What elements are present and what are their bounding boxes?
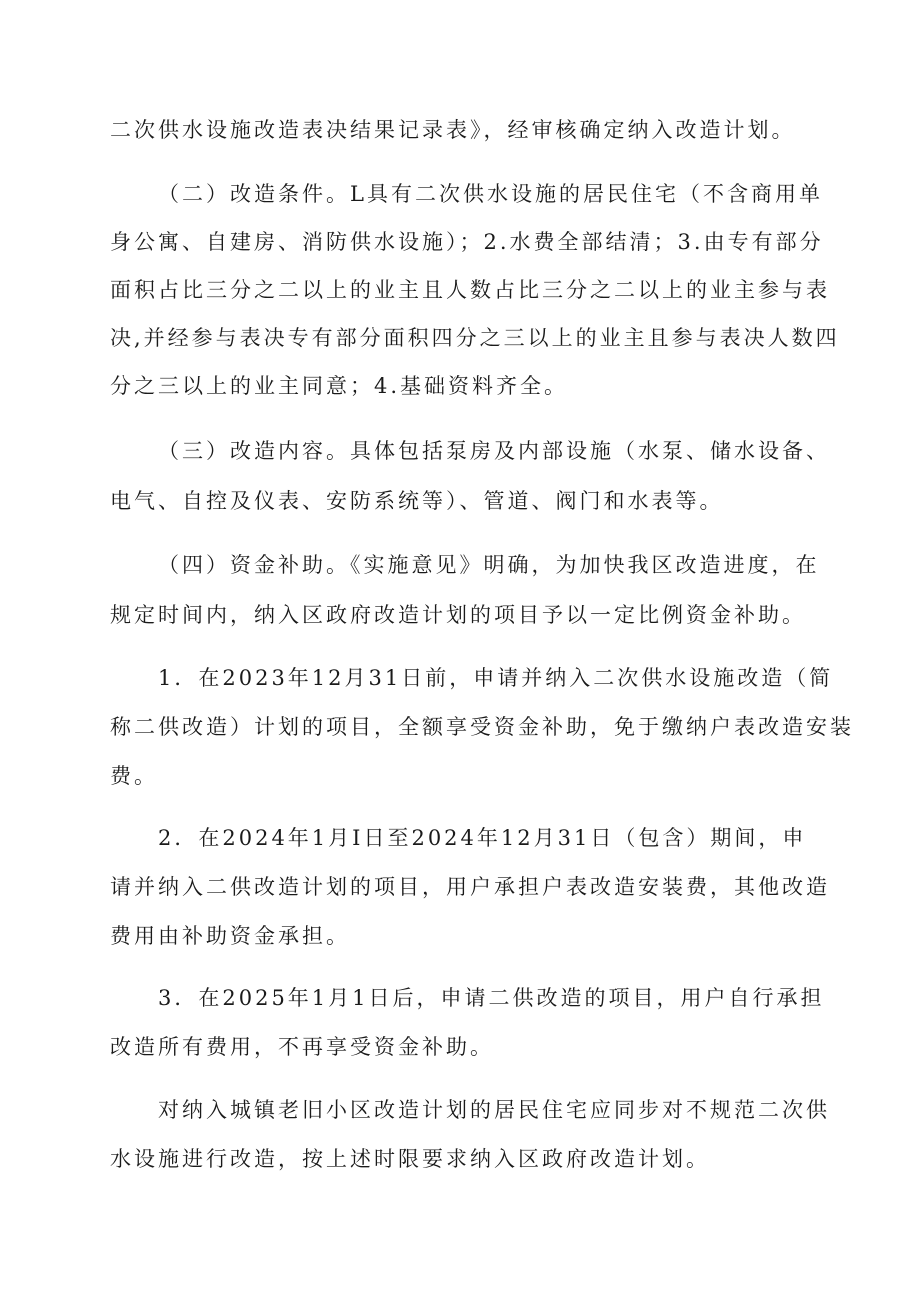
text-line: 二次供水设施改造表决结果记录表》，经审核确定纳入改造计划。 bbox=[110, 118, 796, 142]
text-line: 对纳入城镇老旧小区改造计划的居民住宅应同步对不规范二次供 bbox=[158, 1098, 830, 1122]
text-line: 身公寓、自建房、消防供水设施）；2.水费全部结清；3.由专有部分 bbox=[110, 230, 824, 254]
text-line: 水设施进行改造，按上述时限要求纳入区政府改造计划。 bbox=[110, 1147, 710, 1171]
text-line: （二）改造条件。L具有二次供水设施的居民住宅（不含商用单 bbox=[158, 182, 823, 206]
text-line: （三）改造内容。具体包括泵房及内部设施（水泵、储水设备、 bbox=[158, 439, 830, 463]
text-line: （四）资金补助。《实施意见》明确，为加快我区改造进度，在 bbox=[158, 553, 820, 577]
text-line: 分之三以上的业主同意；4.基础资料齐全。 bbox=[110, 374, 569, 398]
text-line: 2．在2024年1月I日至2024年12月31日（包含）期间，申 bbox=[158, 826, 807, 850]
text-line: 改造所有费用，不再享受资金补助。 bbox=[110, 1035, 494, 1059]
text-line: 决,并经参与表决专有部分面积四分之三以上的业主且参与表决人数四 bbox=[110, 326, 840, 350]
text-line: 规定时间内，纳入区政府改造计划的项目予以一定比例资金补助。 bbox=[110, 603, 806, 627]
text-line: 电气、自控及仪表、安防系统等）、管道、阀门和水表等。 bbox=[110, 489, 724, 513]
text-line: 请并纳入二供改造计划的项目，用户承担户表改造安装费，其他改造 bbox=[110, 875, 830, 899]
text-line: 面积占比三分之二以上的业主且人数占比三分之二以上的业主参与表 bbox=[110, 278, 830, 302]
text-line: 称二供改造）计划的项目，全额享受资金补助，免于缴纳户表改造安装 bbox=[110, 715, 854, 739]
text-line: 3．在2025年1月1日后，申请二供改造的项目，用户自行承担 bbox=[158, 986, 825, 1010]
text-line: 费用由补助资金承担。 bbox=[110, 924, 350, 948]
text-line: 1．在2023年12月31日前，申请并纳入二次供水设施改造（简 bbox=[158, 666, 834, 690]
text-line: 费。 bbox=[110, 764, 158, 788]
